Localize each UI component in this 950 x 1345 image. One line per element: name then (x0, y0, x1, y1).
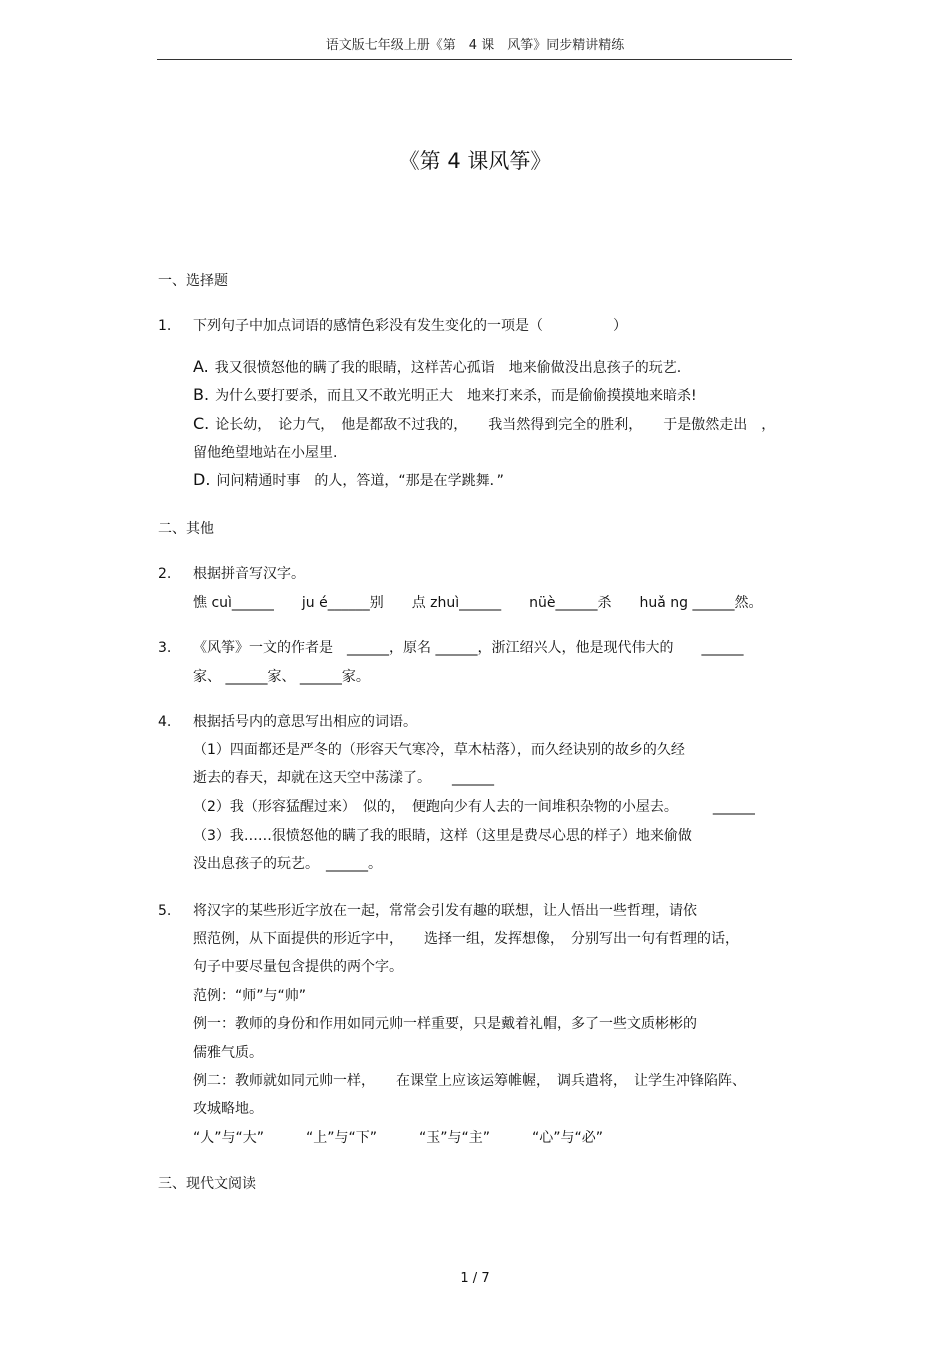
question-line: 攻城略地。 (193, 1101, 263, 1117)
question-line: 儒雅气质。 (193, 1045, 263, 1061)
question-line: 家、 ______家、 ______家。 (193, 669, 370, 685)
option-letter: C. (193, 414, 210, 433)
section-heading-reading: 三、现代文阅读 (158, 1176, 256, 1192)
question-line: （1）四面都还是严冬的（形容天气寒冷，草木枯落），而久经诀别的故乡的久经 (193, 742, 685, 758)
option-d (193, 470, 504, 491)
pinyin-items: 憔 cuì______ ju é______别 点 zhuì______ nüè______杀 huǎ ng ______然。 (193, 595, 763, 611)
question-stem: 根据拼音写汉字。 (193, 566, 305, 582)
question-line: 例一：教师的身份和作用如同元帅一样重要，只是戴着礼帽，多了一些文质彬彬的 (193, 1016, 697, 1032)
question-line: （2）我（形容猛醒过来） 似的， 便跑向少有人去的一间堆积杂物的小屋去。 ______ (193, 799, 755, 815)
header-rule (157, 59, 792, 60)
question-line: （3）我……很愤怒他的瞒了我的眼睛，这样（这里是费尽心思的样子）地来偷做 (193, 828, 692, 844)
question-line: 范例：“师”与“帅” (193, 988, 307, 1004)
option-letter: A. (193, 357, 209, 376)
question-stem: 根据括号内的意思写出相应的词语。 (193, 714, 417, 730)
section-heading-other: 二、其他 (158, 521, 214, 537)
question-line: 句子中要尽量包含提供的两个字。 (193, 959, 403, 975)
question-number: 4. (158, 714, 172, 730)
section-heading-choice: 一、选择题 (158, 273, 228, 289)
option-c (193, 414, 775, 435)
question-line: 没出息孩子的玩艺。 ______。 (193, 856, 382, 872)
option-text: 问问精通时事 的人，答道，“那是在学跳舞．” (216, 473, 504, 489)
question-number: 2. (158, 566, 172, 582)
question-line: 逝去的春天，却就在这天空中荡漾了。 ______ (193, 770, 494, 786)
question-number: 1. (158, 318, 172, 334)
question-number: 3. (158, 640, 172, 656)
option-b (193, 385, 697, 406)
option-text: 论长幼， 论力气， 他是都敌不过我的， 我当然得到完全的胜利， 于是傲然走出 ， (215, 417, 776, 433)
question-number: 5. (158, 903, 172, 919)
character-pairs: “人”与“大” “上”与“下” “玉”与“主” “心”与“必” (193, 1130, 604, 1146)
option-text: 我又很愤怒他的瞒了我的眼睛，这样苦心孤诣 地来偷做没出息孩子的玩艺. (214, 360, 682, 376)
question-stem: 下列句子中加点词语的感情色彩没有发生变化的一项是（ ） (193, 318, 627, 334)
question-line: 《风筝》一文的作者是 ______，原名 ______，浙江绍兴人，他是现代伟大的 ______ (193, 640, 744, 656)
question-line: 照范例，从下面提供的形近字中， 选择一组，发挥想像， 分别写出一句有哲理的话， (193, 931, 739, 947)
page-header: 语文版七年级上册《第 4 课 风筝》同步精讲精练 (325, 38, 625, 53)
question-line: 将汉字的某些形近字放在一起，常常会引发有趣的联想，让人悟出一些哲理，请依 (193, 903, 697, 919)
option-a (193, 357, 681, 378)
page-title: 《第 4 课风筝》 (398, 149, 552, 173)
option-c-continued: 留他绝望地站在小屋里. (193, 445, 338, 461)
page-number: 1 / 7 (460, 1271, 490, 1286)
option-letter: D. (193, 470, 211, 489)
option-letter: B. (193, 385, 210, 404)
question-line: 例二：教师就如同元帅一样， 在课堂上应该运筹帷幄， 调兵遣将， 让学生冲锋陷阵、 (193, 1073, 746, 1089)
option-text: 为什么要打要杀，而且又不敢光明正大 地来打来杀，而是偷偷摸摸地来暗杀! (215, 388, 697, 404)
